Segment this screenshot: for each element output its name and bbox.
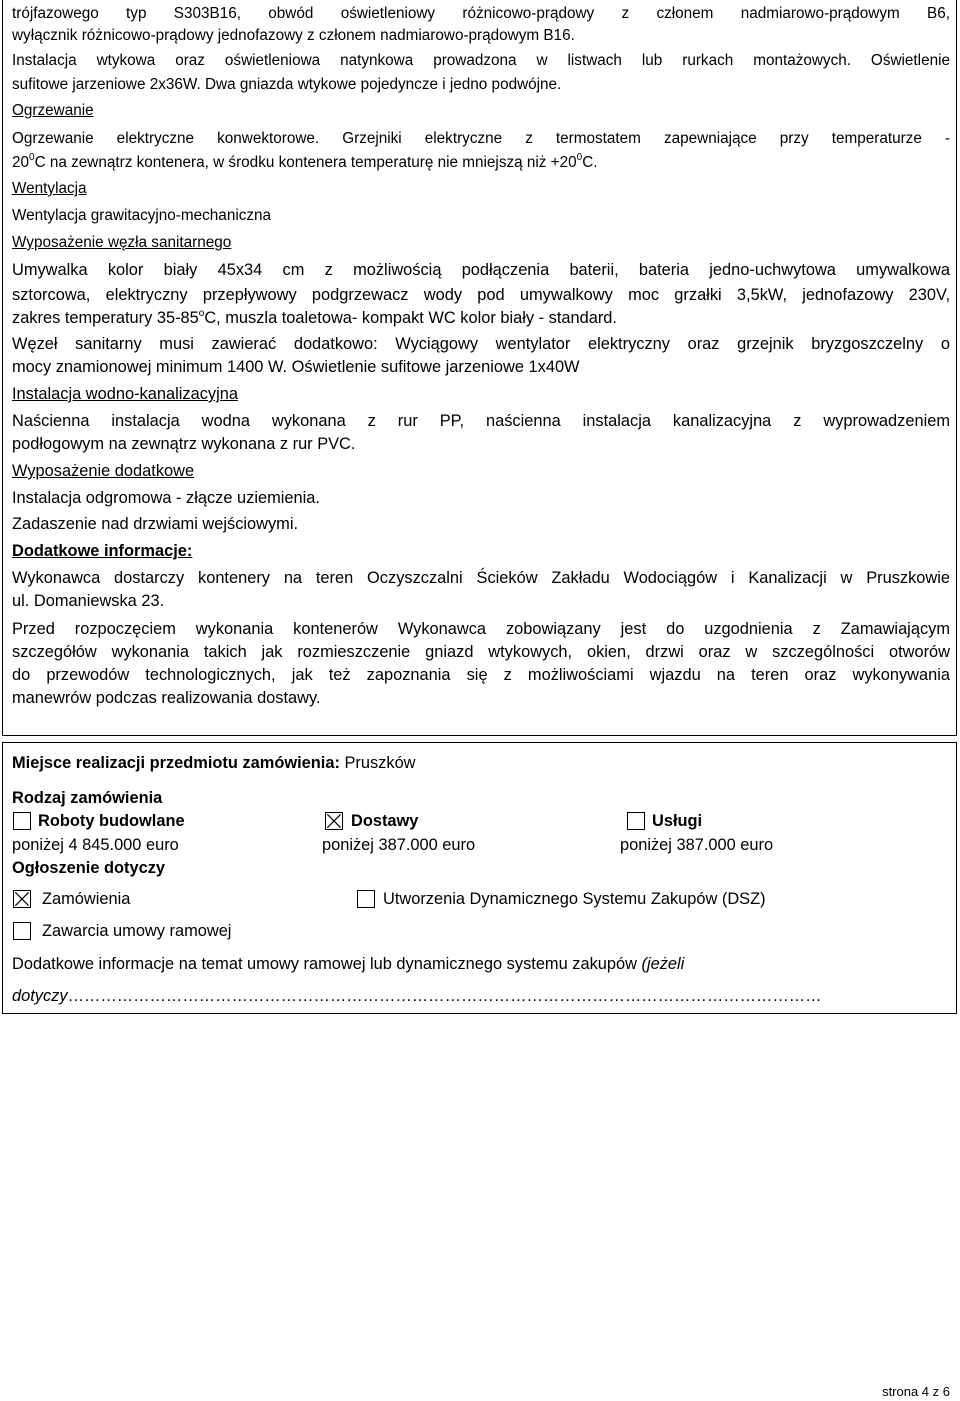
dostawy-limit: poniżej 387.000 euro xyxy=(322,836,476,854)
paragraph-line: manewrów podczas realizowania dostawy. xyxy=(12,689,321,707)
paragraph-line: Ogrzewanie elektryczne konwektorowe. Grzejniki elektryczne z termostatem zapewniające przy temperaturze - xyxy=(12,130,950,147)
miejsce-realizacji: Miejsce realizacji przedmiotu zamówienia: Pruszków xyxy=(12,754,416,772)
paragraph-line: Węzeł sanitarny musi zawierać dodatkowo: Wyciągowy wentylator elektryczny oraz grzejnik bryzgoszczelny o xyxy=(12,335,950,353)
uslugi-label: Usługi xyxy=(652,812,703,830)
page-number: strona 4 z 6 xyxy=(882,1384,950,1399)
zamowienia-checkbox[interactable] xyxy=(13,890,31,908)
ramowa-info: Dodatkowe informacje na temat umowy ramowej lub dynamicznego systemu zakupów (jeżeli xyxy=(12,955,685,973)
dotyczy-line: dotyczy………………………………………………………………………………………………………………………… xyxy=(12,987,822,1005)
dsz-checkbox[interactable] xyxy=(357,890,375,908)
paragraph-line: wyłącznik różnicowo-prądowy jednofazowy z członem nadmiarowo-prądowym B16. xyxy=(12,27,575,44)
umowa-ramowa-label: Zawarcia umowy ramowej xyxy=(42,922,232,940)
paragraph-line: szczegółów wykonania takich jak rozmieszczenie gniazd wtykowych, okien, drzwi oraz w szczególności otworów xyxy=(12,643,950,661)
paragraph-line: do przewodów technologicznych, jak też zapoznania się z możliwościami wjazdu na teren oraz wykonywania xyxy=(12,666,950,684)
paragraph-line: Naścienna instalacja wodna wykonana z rur PP, naścienna instalacja kanalizacyjna z wyprowadzeniem xyxy=(12,412,950,430)
paragraph-line: Umywalka kolor biały 45x34 cm z możliwością podłączenia baterii, bateria jedno-uchwytowa umywalkowa xyxy=(12,261,950,279)
roboty-label: Roboty budowlane xyxy=(38,812,185,830)
dostawy-label: Dostawy xyxy=(351,812,419,830)
heading-wyposazenie-dodatkowe: Wyposażenie dodatkowe xyxy=(12,462,195,480)
paragraph-line: podłogowym na zewnątrz wykonana z rur PVC. xyxy=(12,435,356,453)
paragraph-line: Wykonawca dostarczy kontenery na teren Oczyszczalni Ścieków Zakładu Wodociągów i Kanalizacji w Pruszkowie xyxy=(12,569,950,587)
dostawy-checkbox[interactable] xyxy=(325,812,343,830)
paragraph-line: Wentylacja grawitacyjno-mechaniczna xyxy=(12,207,272,224)
paragraph-line: Instalacja wtykowa oraz oświetleniowa natynkowa prowadzona w listwach lub rurkach montażowych. Oświetlenie xyxy=(12,52,950,69)
paragraph-line: $20^0C$ na zewnątrz kontenera, w środku kontenera temperaturę nie mniejszą niż $+20^0C$. xyxy=(12,152,598,171)
heading-instalacja: Instalacja wodno-kanalizacyjna xyxy=(12,385,238,403)
heading-wyposazenie-wezla: Wyposażenie węzła sanitarnego xyxy=(12,234,232,251)
paragraph-line: sztorcowa, elektryczny przepływowy podgrzewacz wody pod umywalkowy moc grzałki 3,5kW, jednofazowy 230V, xyxy=(12,286,950,304)
uslugi-checkbox[interactable] xyxy=(627,812,645,830)
checkmark-x-icon xyxy=(326,813,342,829)
dsz-label: Utworzenia Dynamicznego Systemu Zakupów (DSZ) xyxy=(383,890,766,908)
zamowienia-label: Zamówienia xyxy=(42,890,131,908)
heading-wentylacja: Wentylacja xyxy=(12,180,87,197)
paragraph-line: ul. Domaniewska 23. xyxy=(12,592,165,610)
paragraph-line: sufitowe jarzeniowe 2x36W. Dwa gniazda wtykowe pojedyncze i jedno podwójne. xyxy=(12,76,562,93)
roboty-checkbox[interactable] xyxy=(13,812,31,830)
paragraph-line: zakres temperatury 35-85$^o$C, muszla toaletowa- kompakt WC kolor biały - standard. xyxy=(12,308,617,327)
ogloszenie-heading: Ogłoszenie dotyczy xyxy=(12,859,166,877)
paragraph-line: Przed rozpoczęciem wykonania kontenerów Wykonawca zobowiązany jest do uzgodnienia z Zamawiającym xyxy=(12,620,950,638)
rodzaj-zamowienia-heading: Rodzaj zamówienia xyxy=(12,789,163,807)
uslugi-limit: poniżej 387.000 euro xyxy=(620,836,774,854)
umowa-ramowa-checkbox[interactable] xyxy=(13,922,31,940)
roboty-limit: poniżej 4 845.000 euro xyxy=(12,836,179,854)
paragraph-line: mocy znamionowej minimum 1400 W. Oświetlenie sufitowe jarzeniowe 1x40W xyxy=(12,358,580,376)
checkmark-x-icon xyxy=(14,891,30,907)
heading-ogrzewanie: Ogrzewanie xyxy=(12,102,94,119)
paragraph-line: Zadaszenie nad drzwiami wejściowymi. xyxy=(12,515,299,533)
heading-dodatkowe-informacje: Dodatkowe informacje: xyxy=(12,542,193,560)
paragraph-line: trójfazowego typ S303B16, obwód oświetleniowy różnicowo-prądowy z członem nadmiarowo-prądowym B6, xyxy=(12,5,950,22)
paragraph-line: Instalacja odgromowa - złącze uziemienia. xyxy=(12,489,320,507)
